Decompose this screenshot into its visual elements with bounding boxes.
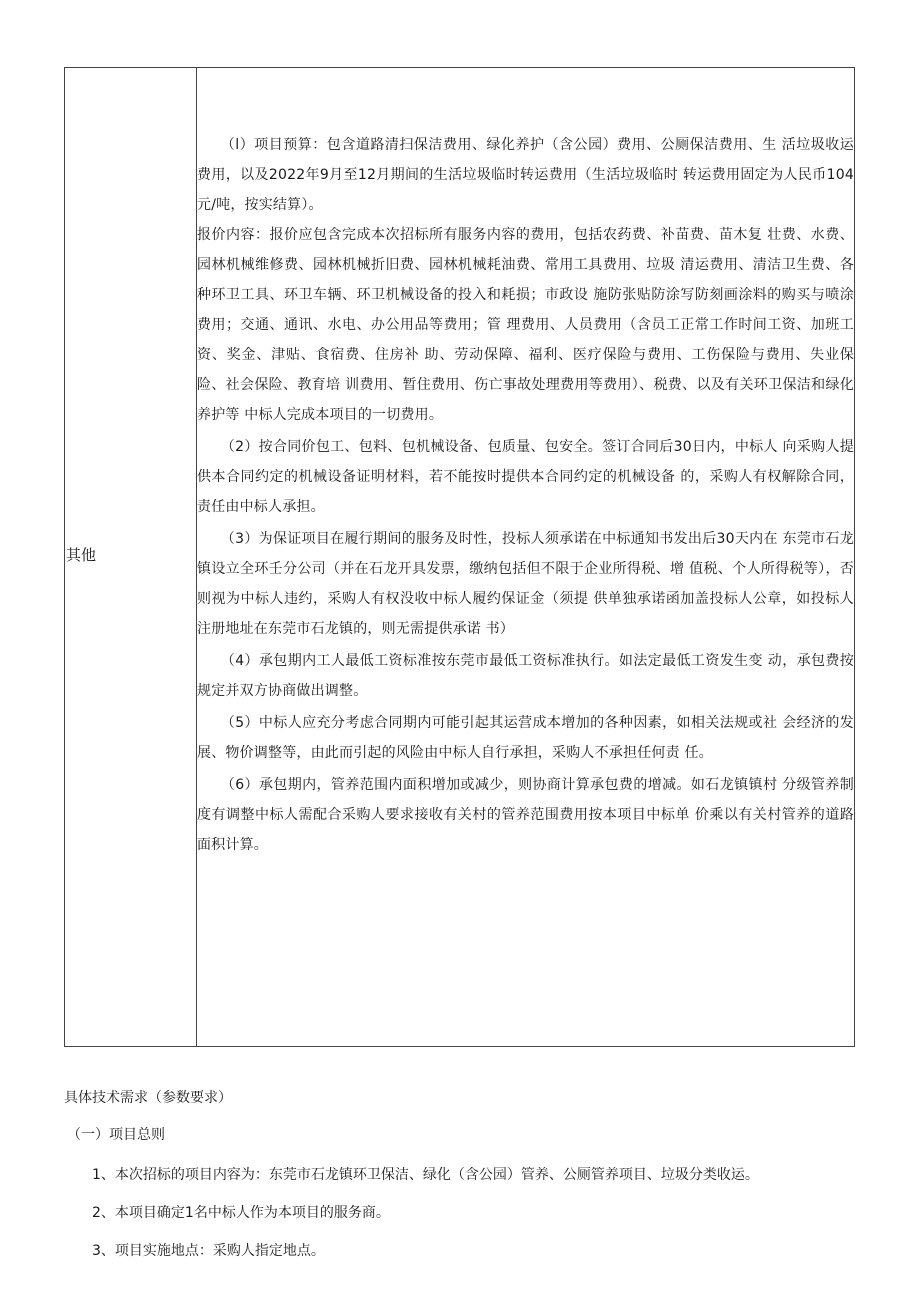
paragraph-item-5: （5）中标人应充分考虑合同期内可能引起其运营成本增加的各种因素，如相关法规或社 会经济的发展、物价调整等，由此而引起的风险由中标人自行承担，采购人不承担任何责 任。: [197, 715, 854, 761]
paragraph-item-6: （6）承包期内，管养范围内面积增加或减少，则协商计算承包费的增减。如石龙镇镇村 分级管养制度有调整中标人需配合采购人要求接收有关村的管养范围费用按本项目中标单 价乘以有关村管养的道路面积计算。: [197, 777, 854, 853]
content-cell: [197, 68, 855, 1047]
table-row: [65, 68, 855, 1047]
paragraph-item-3: （3）为保证项目在履行期间的服务及时性，投标人须承诺在中标通知书发出后30天内在 东莞市石龙镇设立全环壬分公司（并在石龙开具发票，缴纳包括但不限于企业所得税、增 值税、个人所得税等），否则视为中标人违约，采购人有权没收中标人履约保证金（须提 供单独承诺函加盖投标人公章，如投标人注册地址在东莞市石龙镇的，则无需提供承诺 书）: [197, 531, 854, 637]
paragraph-item-2: （2）按合同价包工、包料、包机械设备、包质量、包安全。签订合同后30日内，中标人 向采购人提供本合同约定的机械设备证明材料，若不能按时提供本合同约定的机械设备 的，采购人有权解除合同，责任由中标人承担。: [197, 439, 854, 515]
requirements-table: [64, 67, 855, 1047]
row-label: 其他: [66, 545, 97, 564]
label-cell: [65, 68, 197, 1047]
list-item: 1、本次招标的项目内容为：东莞市石龙镇环卫保洁、绿化（含公园）管养、公厕管养项目、垃圾分类收运。: [92, 1167, 759, 1183]
paragraph-item-4: （4）承包期内工人最低工资标准按东莞市最低工资标准执行。如法定最低工资发生变 动，承包费按规定并双方协商做出调整。: [197, 653, 854, 699]
section-subtitle: （一）项目总则: [67, 1127, 165, 1143]
section-title: 具体技术需求（参数要求）: [64, 1090, 232, 1106]
list-item: 2、本项目确定1名中标人作为本项目的服务商。: [92, 1205, 390, 1221]
list-item: 3、项目实施地点：采购人指定地点。: [92, 1243, 325, 1259]
technical-requirements-section: [64, 1088, 855, 1279]
paragraph-budget: （l）项目预算：包含道路清扫保洁费用、绿化养护（含公园）费用、公厕保洁费用、生 活垃圾收运费用，以及2022年9月至12月期间的生活垃圾临时转运费用（生活垃圾临时 转运费用固定为人民币104元/吨，按实结算）。: [197, 137, 854, 213]
paragraph-quote-content: 报价内容：报价应包含完成本次招标所有服务内容的费用，包括农药费、补苗费、苗木复 壮费、水费、园林机械维修费、园林机械折旧费、园林机械耗油费、常用工具费用、垃圾 清运费用、清洁卫生费、各种环卫工具、环卫车辆、环卫机械设备的投入和耗损；市政设 施防张贴防涂写防刻画涂料的购买与喷涂费用；交通、通讯、水电、办公用品等费用；管 理费用、人员费用（含员工正常工作时间工资、加班工资、奖金、津贴、食宿费、住房补 助、劳动保障、福利、医疗保险与费用、工伤保险与费用、失业保险、社会保险、教育培 训费用、暂住费用、伤亡事故处理费用等费用）、税费、以及有关环卫保洁和绿化养护等 中标人完成本项目的一切费用。: [197, 227, 854, 423]
